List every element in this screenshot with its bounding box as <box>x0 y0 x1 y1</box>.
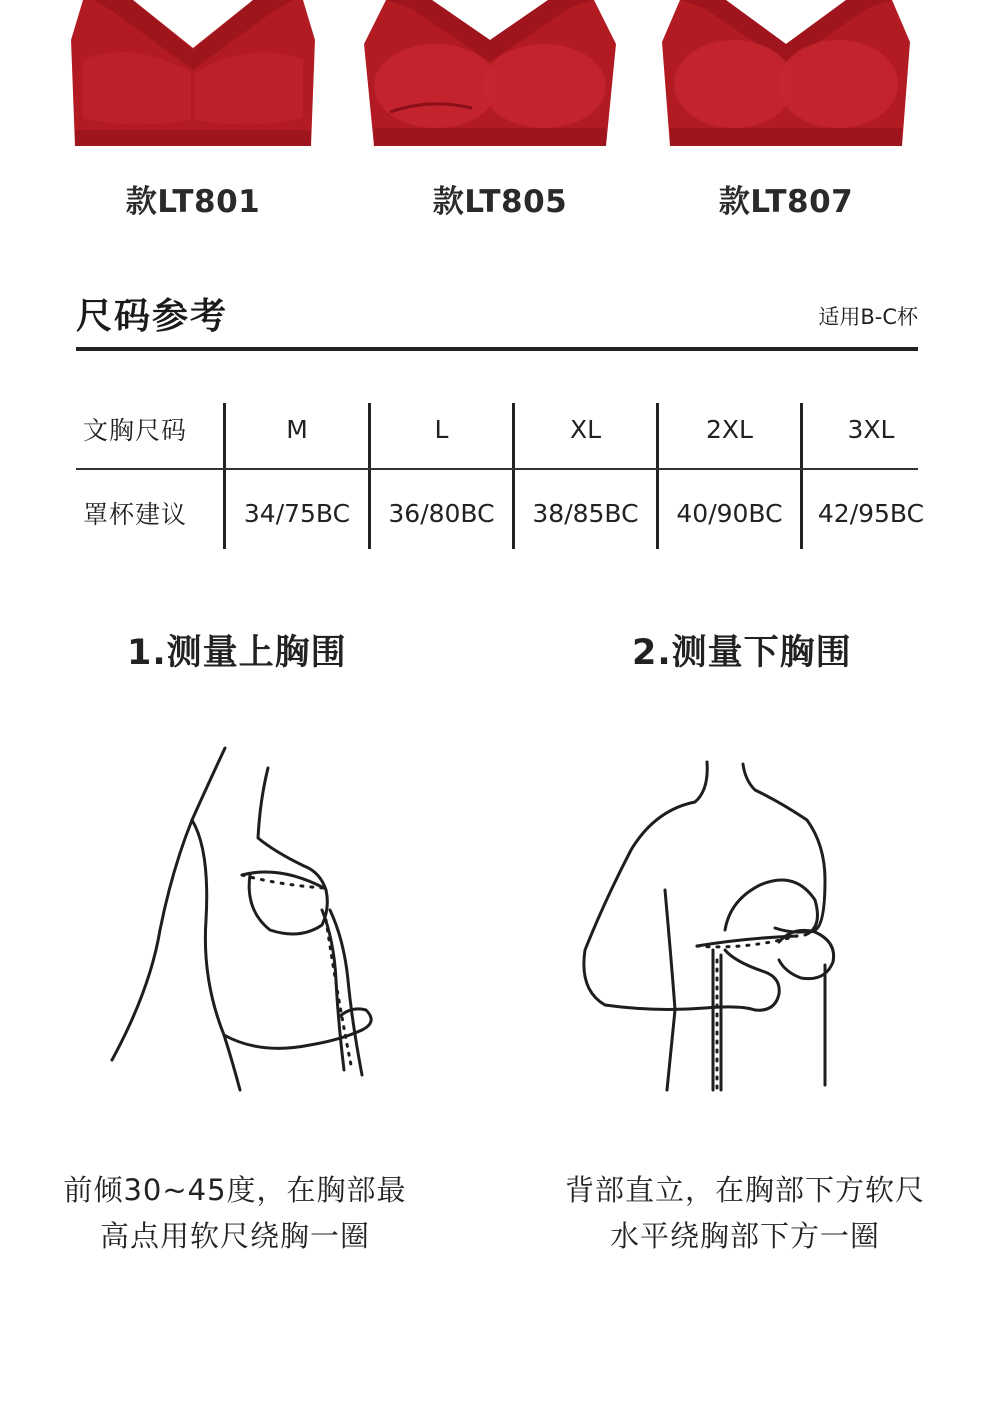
size-section-note: 适用B-C杯 <box>818 305 918 329</box>
cup-cell: 40/90BC <box>676 498 783 528</box>
illustration-under-bust <box>575 750 885 1100</box>
product-name-lt801: 款LT801 <box>125 184 261 220</box>
size-table <box>76 403 925 549</box>
cup-cell: 36/80BC <box>388 498 495 528</box>
size-cell-l: L <box>434 414 449 444</box>
cup-cell: 38/85BC <box>532 498 639 528</box>
step-2-caption-line-1: 背部直立，在胸部下方软尺 <box>564 1173 925 1207</box>
section-divider <box>76 347 918 351</box>
size-cell-3xl: 3XL <box>847 414 895 444</box>
step-2-title: 2.测量下胸围 <box>632 633 852 673</box>
product-image-lt801 <box>63 0 323 150</box>
table-row-divider <box>76 468 918 470</box>
illustration-upper-bust <box>100 740 400 1100</box>
step-1-caption-line-2: 高点用软尺绕胸一圈 <box>99 1219 370 1253</box>
cup-cell: 42/95BC <box>817 498 925 528</box>
product-image-lt807 <box>656 0 916 150</box>
size-section-title: 尺码参考 <box>76 296 229 337</box>
cup-cell: 34/75BC <box>243 498 351 528</box>
size-cell-m: M <box>286 414 308 444</box>
size-cell-2xl: 2XL <box>706 414 753 444</box>
product-name-lt807: 款LT807 <box>718 184 854 220</box>
row-label-cup: 罩杯建议 <box>83 500 188 529</box>
step-1-title: 1.测量上胸围 <box>127 633 347 673</box>
size-cell-xl: XL <box>569 414 602 444</box>
row-label-bra-size: 文胸尺码 <box>83 416 188 445</box>
step-1-caption <box>40 1167 430 1259</box>
step-1-caption-line-1: 前倾30~45度，在胸部最 <box>63 1173 407 1207</box>
step-2-caption <box>535 1167 955 1259</box>
step-2-caption-line-2: 水平绕胸部下方一圈 <box>609 1219 880 1253</box>
product-name-lt805: 款LT805 <box>432 184 568 220</box>
product-image-lt805 <box>360 0 620 150</box>
